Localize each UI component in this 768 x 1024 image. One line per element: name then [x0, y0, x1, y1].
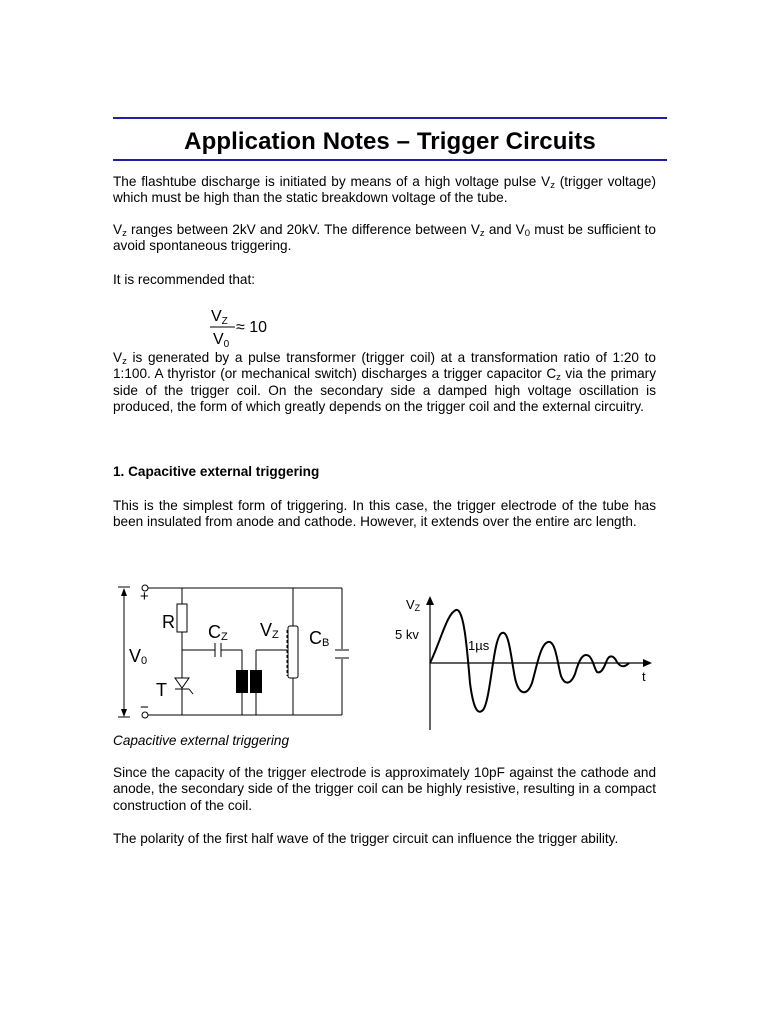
paragraph-simplest-form: This is the simplest form of triggering. In this case, the trigger electrode of the tube has been insulated from anode and cathode. However, it extends over the entire arc length. — [113, 498, 656, 530]
x-axis-label: t — [642, 669, 646, 684]
subscript: z — [122, 356, 127, 367]
transformer-primary-coil — [236, 670, 248, 693]
cz-label: CZ — [208, 622, 228, 643]
text-run: and V — [484, 222, 525, 237]
minus-label: − — [140, 699, 149, 716]
transformer-secondary-coil — [250, 670, 262, 693]
figure-caption: Capacitive external triggering — [113, 733, 290, 748]
subscript: 0 — [524, 228, 531, 239]
paragraph-capacity: Since the capacity of the trigger electrode is approximately 10pF against the cathode and anode, the secondary side of the trigger coil can be highly resistive, resulting in a compact construction of the coil. — [113, 765, 656, 813]
subscript: z — [122, 228, 127, 239]
subscript: z — [550, 180, 555, 191]
ratio-formula — [200, 303, 300, 348]
paragraph-recommended: It is recommended that: — [113, 272, 256, 287]
formula-numerator: VZ — [211, 308, 228, 327]
time-scale-label: 1µs — [468, 638, 490, 653]
paragraph-pulse-transformer — [113, 350, 656, 416]
text-run: ranges between 2kV and 20kV. The difference between V — [126, 222, 480, 237]
amplitude-label: 5 kv — [395, 627, 419, 642]
paragraph-polarity: The polarity of the first half wave of the trigger circuit can influence the trigger ability. — [113, 831, 619, 846]
trigger-circuit-diagram — [112, 578, 352, 723]
y-axis-label: VZ — [406, 597, 421, 613]
resistor-label: R — [162, 612, 175, 632]
title-rule-bottom — [113, 159, 667, 161]
text-run: The flashtube discharge is initiated by means of a high voltage pulse V — [113, 174, 551, 189]
text-run: is generated by a pulse transformer (trigger coil) at a transformation ratio of 1:20 to 1:100. A thyristor (or mechanical switch) discharges a trigger capacitor C — [113, 350, 656, 382]
text-run: via the primary side of the trigger coil. On the secondary side a damped high voltage oscillation is produced, the form of which greatly depends on the trigger coil and the external circuitry. — [113, 366, 656, 415]
vz-label: VZ — [260, 620, 279, 641]
formula-relation: ≈ 10 — [236, 319, 268, 336]
formula-denominator: V0 — [213, 331, 230, 348]
subscript: z — [479, 228, 485, 239]
cb-label: CB — [309, 628, 330, 649]
text-run: must be sufficient to avoid spontaneous triggering. — [113, 222, 656, 254]
v0-label: V0 — [129, 646, 148, 667]
text-run: V — [113, 222, 123, 237]
text-run: V — [113, 350, 123, 365]
paragraph-vz-range — [113, 222, 656, 255]
text-run: (trigger voltage) which must be high than the static breakdown voltage of the tube. — [113, 174, 656, 206]
damped-oscillation-curve — [430, 610, 629, 712]
section-heading: 1. Capacitive external triggering — [113, 464, 320, 479]
trigger-voltage-waveform — [365, 588, 665, 733]
title-rule-top — [113, 117, 667, 119]
page-title: Application Notes – Trigger Circuits — [184, 128, 596, 155]
plus-label: + — [140, 588, 149, 605]
thyristor-label: T — [156, 680, 167, 700]
paragraph-intro — [113, 174, 656, 207]
subscript: z — [556, 372, 561, 384]
